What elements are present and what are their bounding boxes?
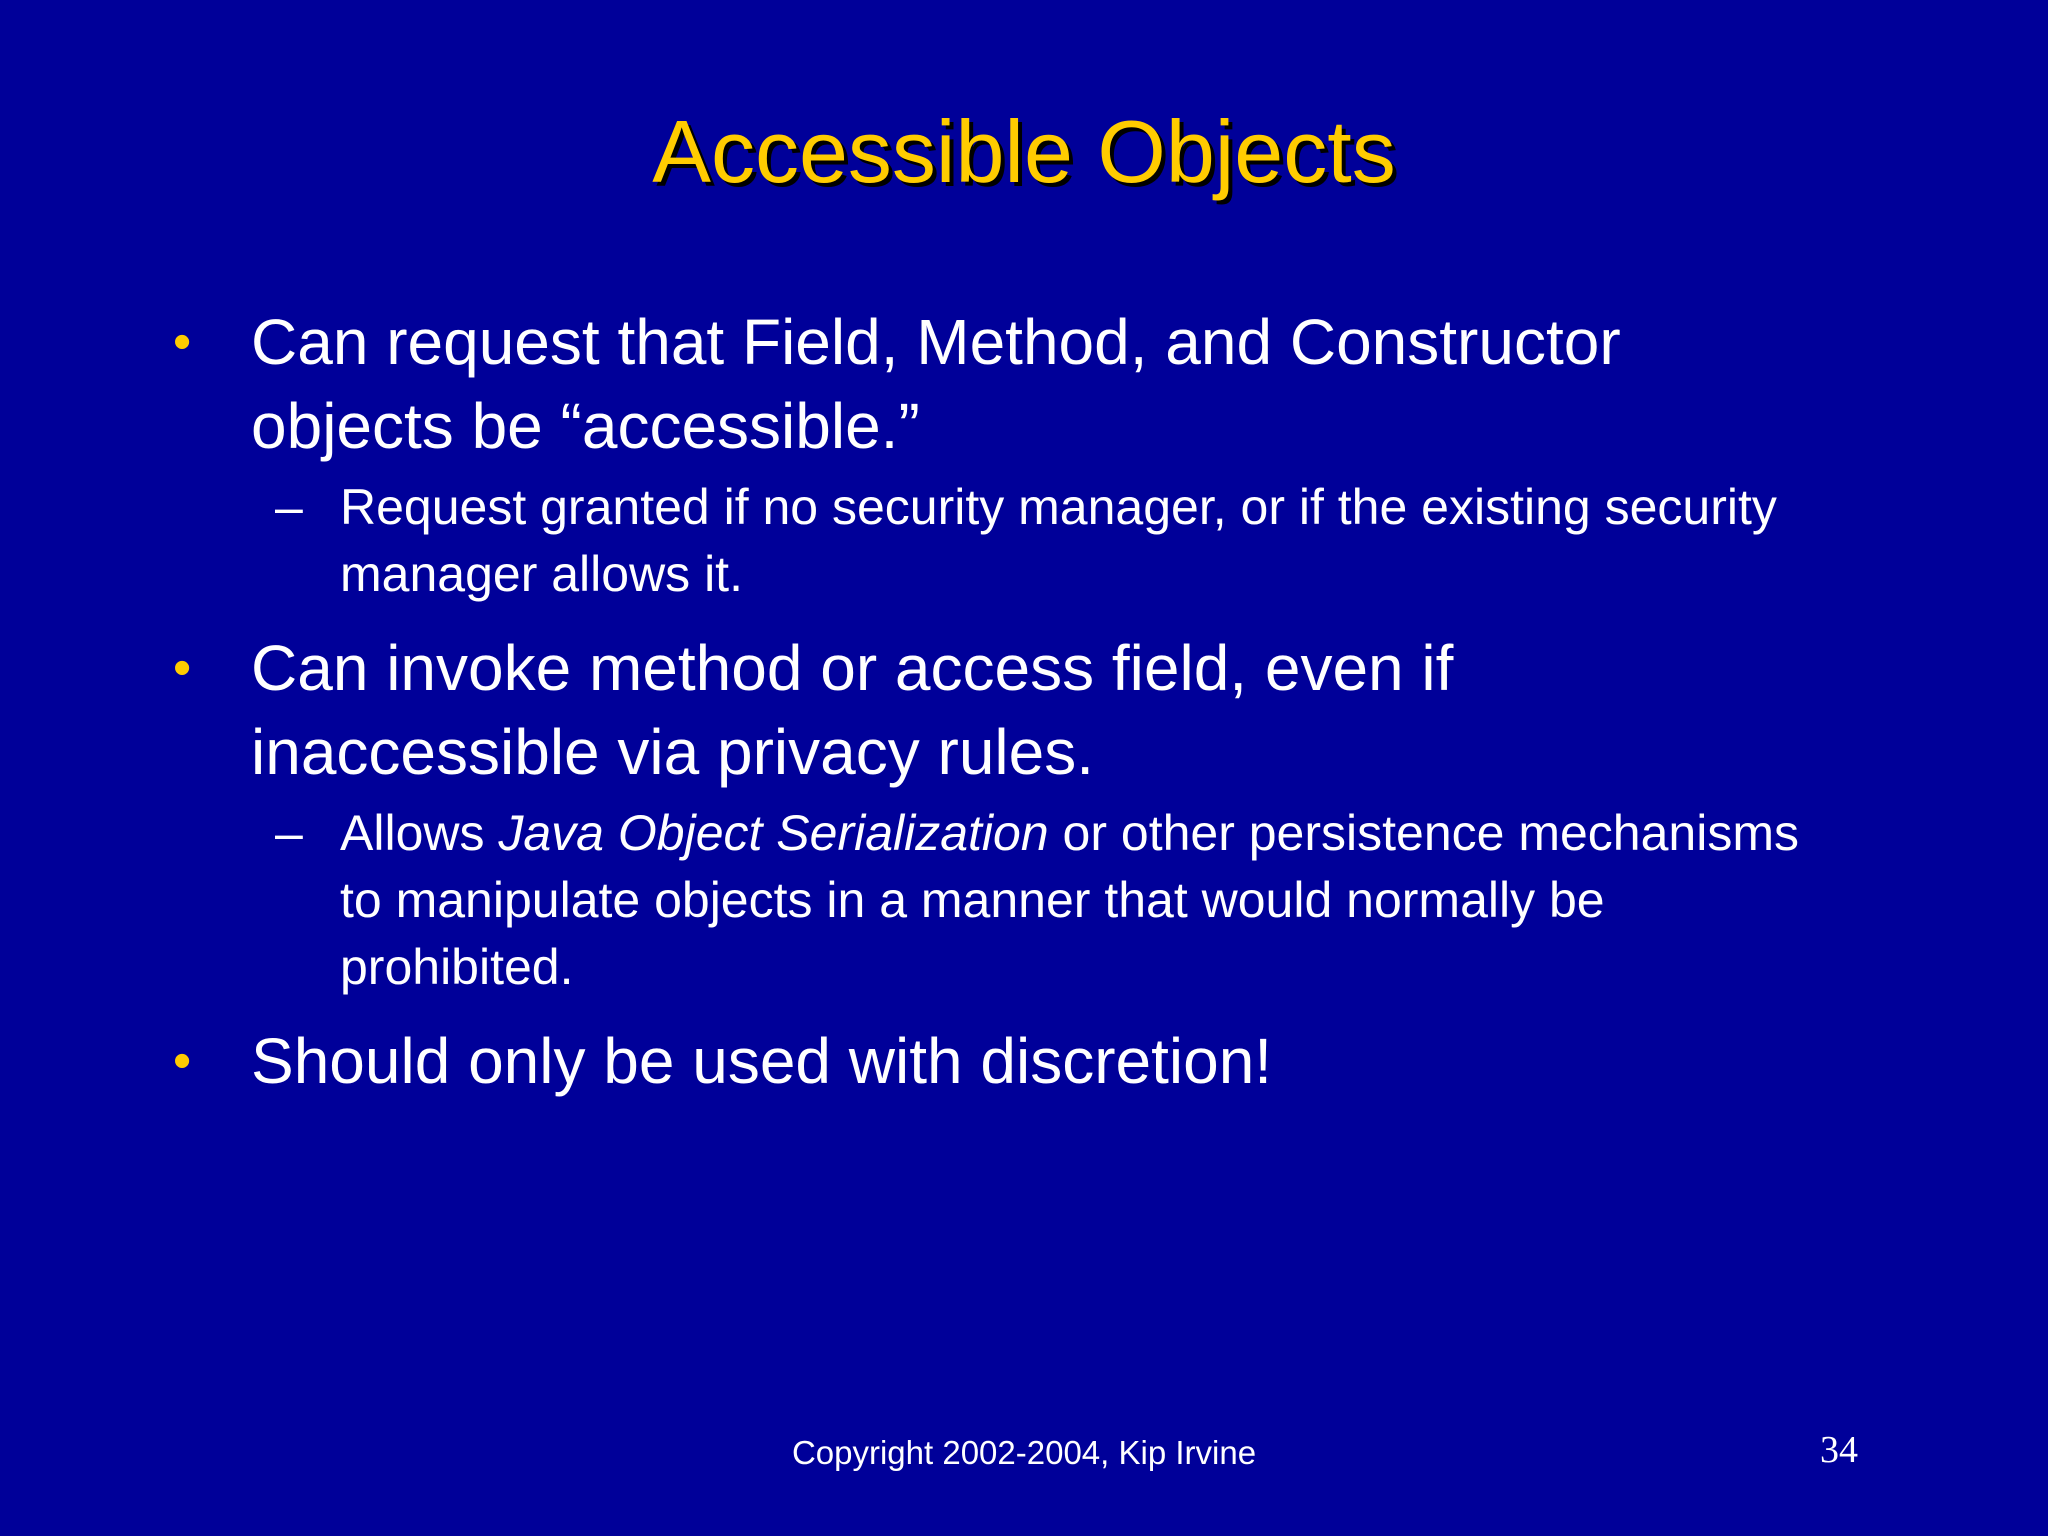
bullet-dot-icon: • (173, 313, 192, 371)
bullet-3 (173, 1019, 1811, 1103)
bullet-2-text: Can invoke method or access field, even if inaccessible via privacy rules. (251, 632, 1454, 788)
sub-bullet-2-emphasis: Java Object Serialization (498, 805, 1049, 861)
bullet-1-text: Can request that Field, Method, and Constructor objects be “accessible.” (251, 306, 1621, 462)
dash-icon: – (275, 805, 303, 861)
slide-body (0, 300, 2048, 1103)
bullet-3-text: Should only be used with discretion! (251, 1025, 1273, 1097)
sub-bullet-2-text-pre: Allows (340, 805, 499, 861)
footer-copyright: Copyright 2002-2004, Kip Irvine (791, 1434, 1257, 1471)
bullet-dot-icon: • (173, 1032, 192, 1090)
bullet-2 (173, 626, 1811, 794)
dash-icon: – (275, 479, 303, 535)
sub-bullet-2-text-post: or other persistence mechanisms to manipulate objects in a manner that would normally be prohibited. (340, 805, 1799, 995)
bullet-dot-icon: • (173, 639, 192, 697)
bullet-1 (173, 300, 1811, 468)
slide-title: Accessible Objects (652, 102, 1396, 201)
sub-bullet-1 (275, 474, 1840, 608)
sub-bullet-1-text: Request granted if no security manager, or if the existing security manager allows it. (340, 479, 1777, 602)
page-number: 34 (1820, 1429, 1858, 1471)
sub-bullet-2 (275, 800, 1840, 1001)
